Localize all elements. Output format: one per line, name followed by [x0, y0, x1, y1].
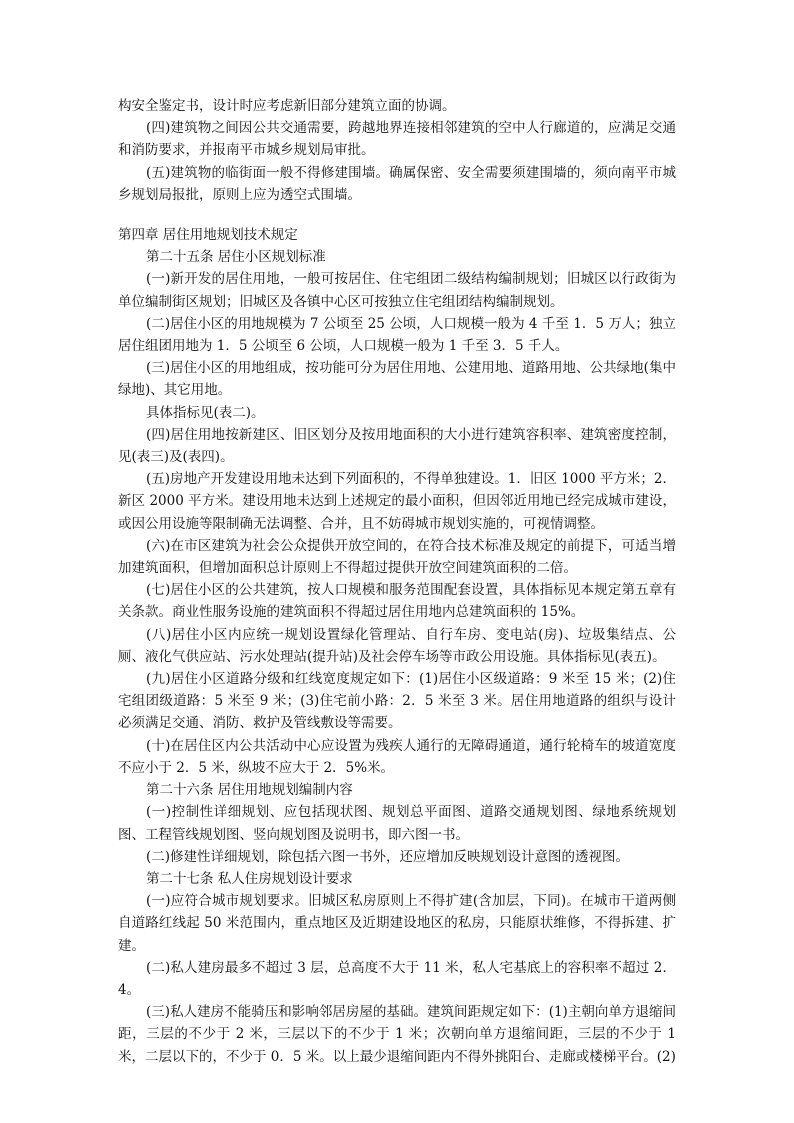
paragraph: (三)居住小区的用地组成，按功能可分为居住用地、公建用地、道路用地、公共绿地(集中绿地)、其它用地。	[118, 360, 676, 399]
paragraph: 第二十六条 居住用地规划编制内容	[146, 782, 353, 799]
paragraph: (三)私人建房不能骑压和影响邻居房屋的基础。建筑间距规定如下：(1)主朝向单方退缩间距，三层的不少于 2 米，三层以下的不少于 1 米；次朝向单方退缩间距，三层的不少于 1 米，二层以下的，不少于 0．5 米。以上最少退缩间距内不得外挑阳台、走廊或楼梯平台。(2)	[118, 1004, 676, 1065]
paragraph: 构安全鉴定书，设计时应考虑新旧部分建筑立面的协调。	[118, 98, 456, 114]
document-page	[118, 95, 676, 1068]
paragraph: (一)控制性详细规划、应包括现状图、规划总平面图、道路交通规划图、绿地系统规划图、工程管线规划图、竖向规划图及说明书，即六图一书。	[118, 804, 676, 843]
paragraph: (二)修建性详细规划，除包括六图一书外，还应增加反映规划设计意图的透视图。	[146, 848, 630, 865]
paragraph: (一)应符合城市规划要求。旧城区私房原则上不得扩建(含加层，下同)。在城市干道两侧自道路红线起 50 米范围内，重点地区及近期建设地区的私房，只能原状维修，不得拆建、扩建。	[118, 893, 676, 954]
paragraph: (四)居住用地按新建区、旧区划分及按用地面积的大小进行建筑容积率、建筑密度控制，见(表三)及(表四)。	[118, 426, 676, 466]
paragraph: (四)建筑物之间因公共交通需要，跨越地界连接相邻建筑的空中人行廊道的，应满足交通和消防要求，并报南平市城乡规划局审批。	[118, 120, 676, 159]
paragraph: (五)建筑物的临街面一般不得修建围墙。确属保密、安全需要须建围墙的，须向南平市城乡规划局报批，原则上应为透空式围墙。	[118, 164, 676, 203]
paragraph: 第二十五条 居住小区规划标准	[146, 249, 326, 266]
paragraph: 具体指标见(表二)。	[146, 404, 265, 421]
paragraph: (一)新开发的居住用地，一般可按居住、住宅组团二级结构编制规划；旧城区以行政街为单位编制街区规划；旧城区及各镇中心区可按独立住宅组团结构编制规划。	[118, 271, 676, 310]
paragraph: (二)居住小区的用地规模为 7 公顷至 25 公顷，人口规模一般为 4 千至 1．5 万人；独立居住组团用地为 1．5 公顷至 6 公顷，人口规模一般为 1 千至 3．5 千人。	[118, 315, 676, 355]
paragraph: (七)居住小区的公共建筑，按人口规模和服务范围配套设置，具体指标见本规定第五章有关条款。商业性服务设施的建筑面积不得超过居住用地内总建筑面积的 15%。	[118, 582, 676, 621]
chapter-heading: 第四章 居住用地规划技术规定	[118, 227, 298, 244]
paragraph: (六)在市区建筑为社会公众提供开放空间的，在符合技术标准及规定的前提下，可适当增加建筑面积，但增加面积总计原则上不得超过提供开放空间建筑面积的二倍。	[118, 537, 676, 577]
paragraph: (十)在居住区内公共活动中心应设置为残疾人通行的无障碍通道，通行轮椅车的坡道宽度不应小于 2．5 米，纵坡不应大于 2．5%米。	[118, 737, 676, 776]
paragraph: (九)居住小区道路分级和红线宽度规定如下：(1)居住小区级道路：9 米至 15 米；(2)住宅组团级道路：5 米至 9 米；(3)住宅前小路：2．5 米至 3 米。居住用地道路的组织与设计必须满足交通、消防、救护及管线敷设等需要。	[118, 671, 676, 732]
paragraph: (八)居住小区内应统一规划设置绿化管理站、自行车房、变电站(房)、垃圾集结点、公厕、液化气供应站、污水处理站(提升站)及社会停车场等市政公用设施。具体指标见(表五)。	[118, 626, 676, 665]
paragraph: (二)私人建房最多不超过 3 层，总高度不大于 11 米，私人宅基底上的容积率不超过 2．4。	[118, 959, 676, 998]
paragraph: 第二十七条 私人住房规划设计要求	[146, 870, 353, 887]
paragraph: (五)房地产开发建设用地未达到下列面积的，不得单独建设。1．旧区 1000 平方米；2．新区 2000 平方米。建设用地未达到上述规定的最小面积，但因邻近用地已经完成城市建设，或因公用设施等限制确无法调整、合并，且不妨碍城市规划实施的，可视情调整。	[118, 471, 676, 532]
